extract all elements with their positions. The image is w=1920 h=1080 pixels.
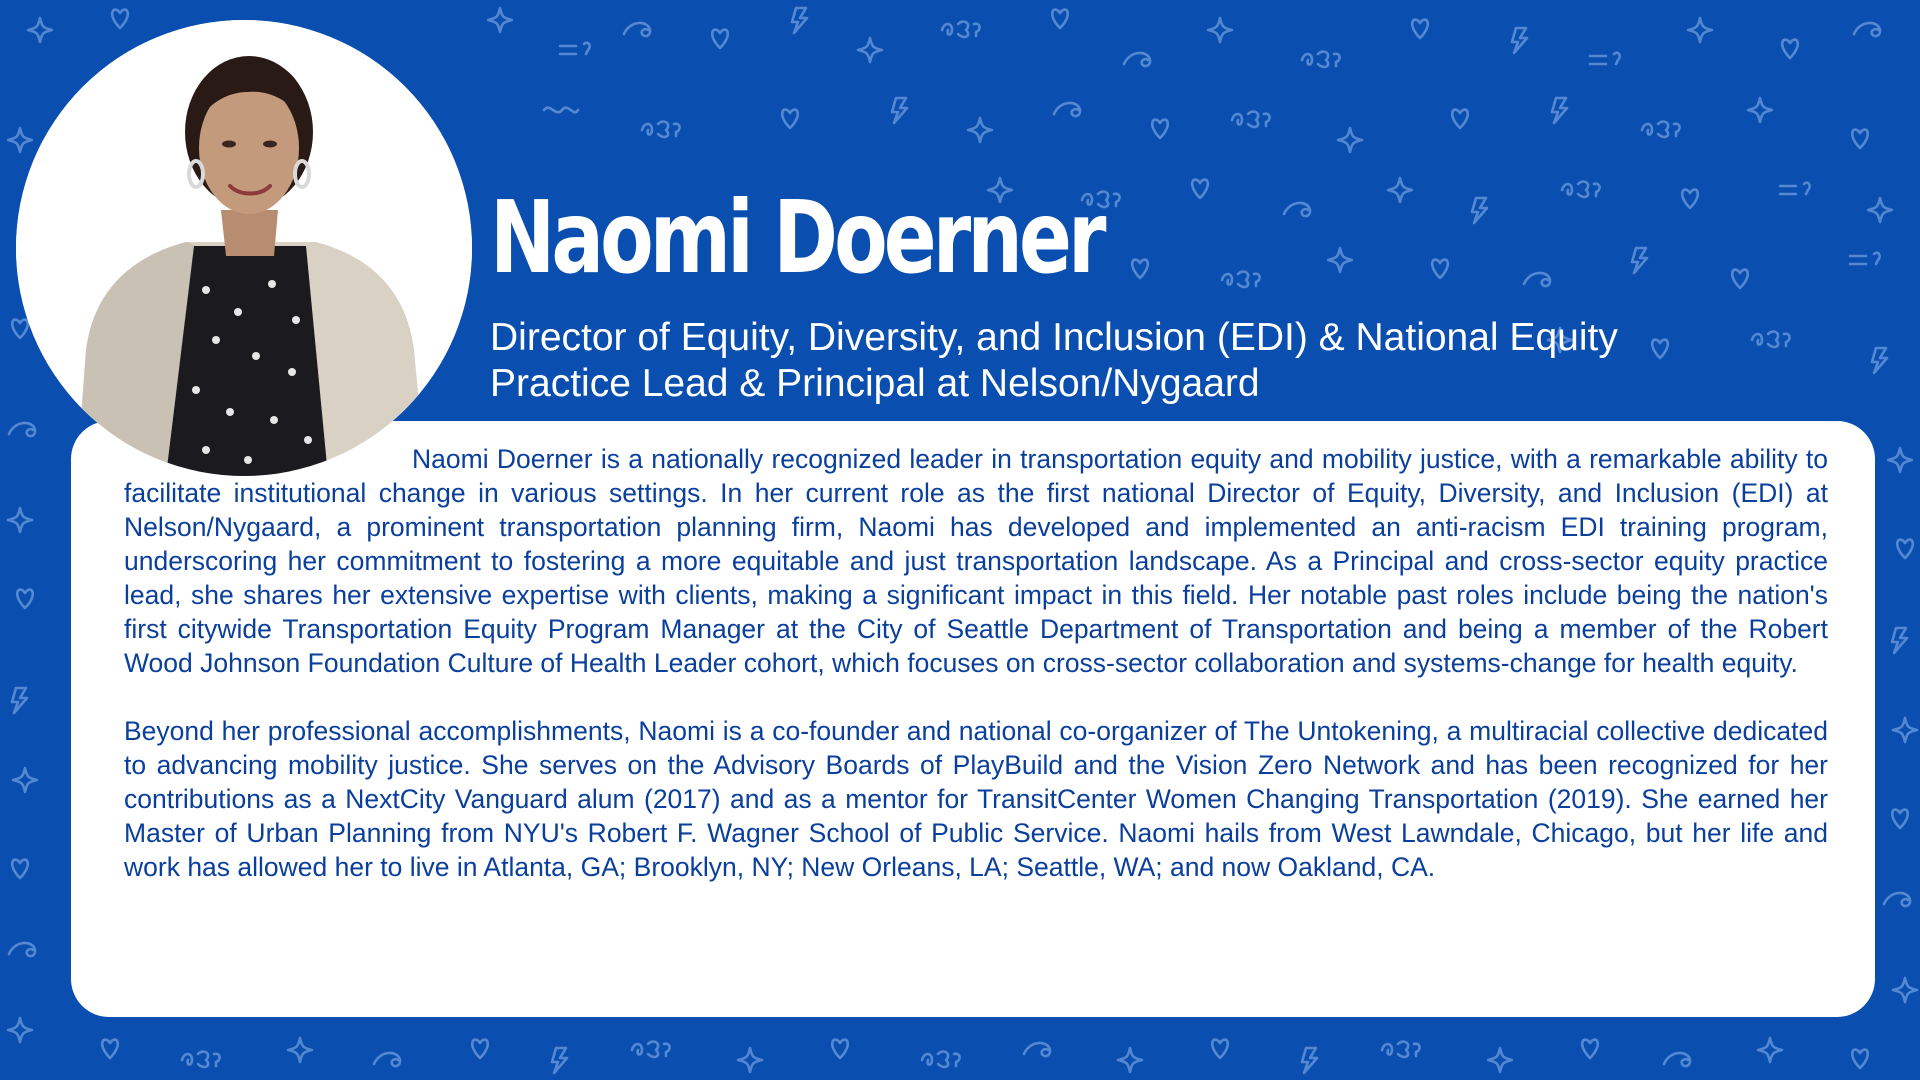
speaker-title: Director of Equity, Diversity, and Inclusion (EDI) & National Equity Practice Lead & Principal at Nelson/Nygaard	[490, 316, 1618, 405]
speaker-name: Naomi Doerner	[490, 179, 1103, 296]
bio-text	[124, 442, 1828, 884]
bio-paragraph-1: Naomi Doerner is a nationally recognized leader in transportation equity and mobility justice, with a remarkable ability to facilitate institutional change in various settings. In her current role as the first national Director of Equity, Diversity, and Inclusion (EDI) at Nelson/Nygaard, a prominent transportation planning firm, Naomi has developed and implemented an anti-racism EDI training program, underscoring her commitment to fostering a more equitable and just transportation landscape. As a Principal and cross-sector equity practice lead, she shares her extensive expertise with clients, making a significant impact in this field. Her notable past roles include being the nation's first citywide Transportation Equity Program Manager at the City of Seattle Department of Transportation and being a member of the Robert Wood Johnson Foundation Culture of Health Leader cohort, which focuses on cross-sector collaboration and systems-change for health equity.	[124, 444, 1828, 678]
portrait-photo-icon	[16, 20, 472, 476]
bio-paragraph-2: Beyond her professional accomplishments, Naomi is a co-founder and national co-organizer of The Untokening, a multiracial collective dedicated to advancing mobility justice. She serves on the Advisory Boards of PlayBuild and the Vision Zero Network and has been recognized for her contributions as a NextCity Vanguard alum (2017) and as a mentor for TransitCenter Women Changing Transportation (2019). She earned her Master of Urban Planning from NYU's Robert F. Wagner School of Public Service. Naomi hails from West Lawndale, Chicago, but her life and work has allowed her to live in Atlanta, GA; Brooklyn, NY; New Orleans, LA; Seattle, WA; and now Oakland, CA.	[124, 716, 1828, 882]
profile-photo	[16, 20, 472, 476]
